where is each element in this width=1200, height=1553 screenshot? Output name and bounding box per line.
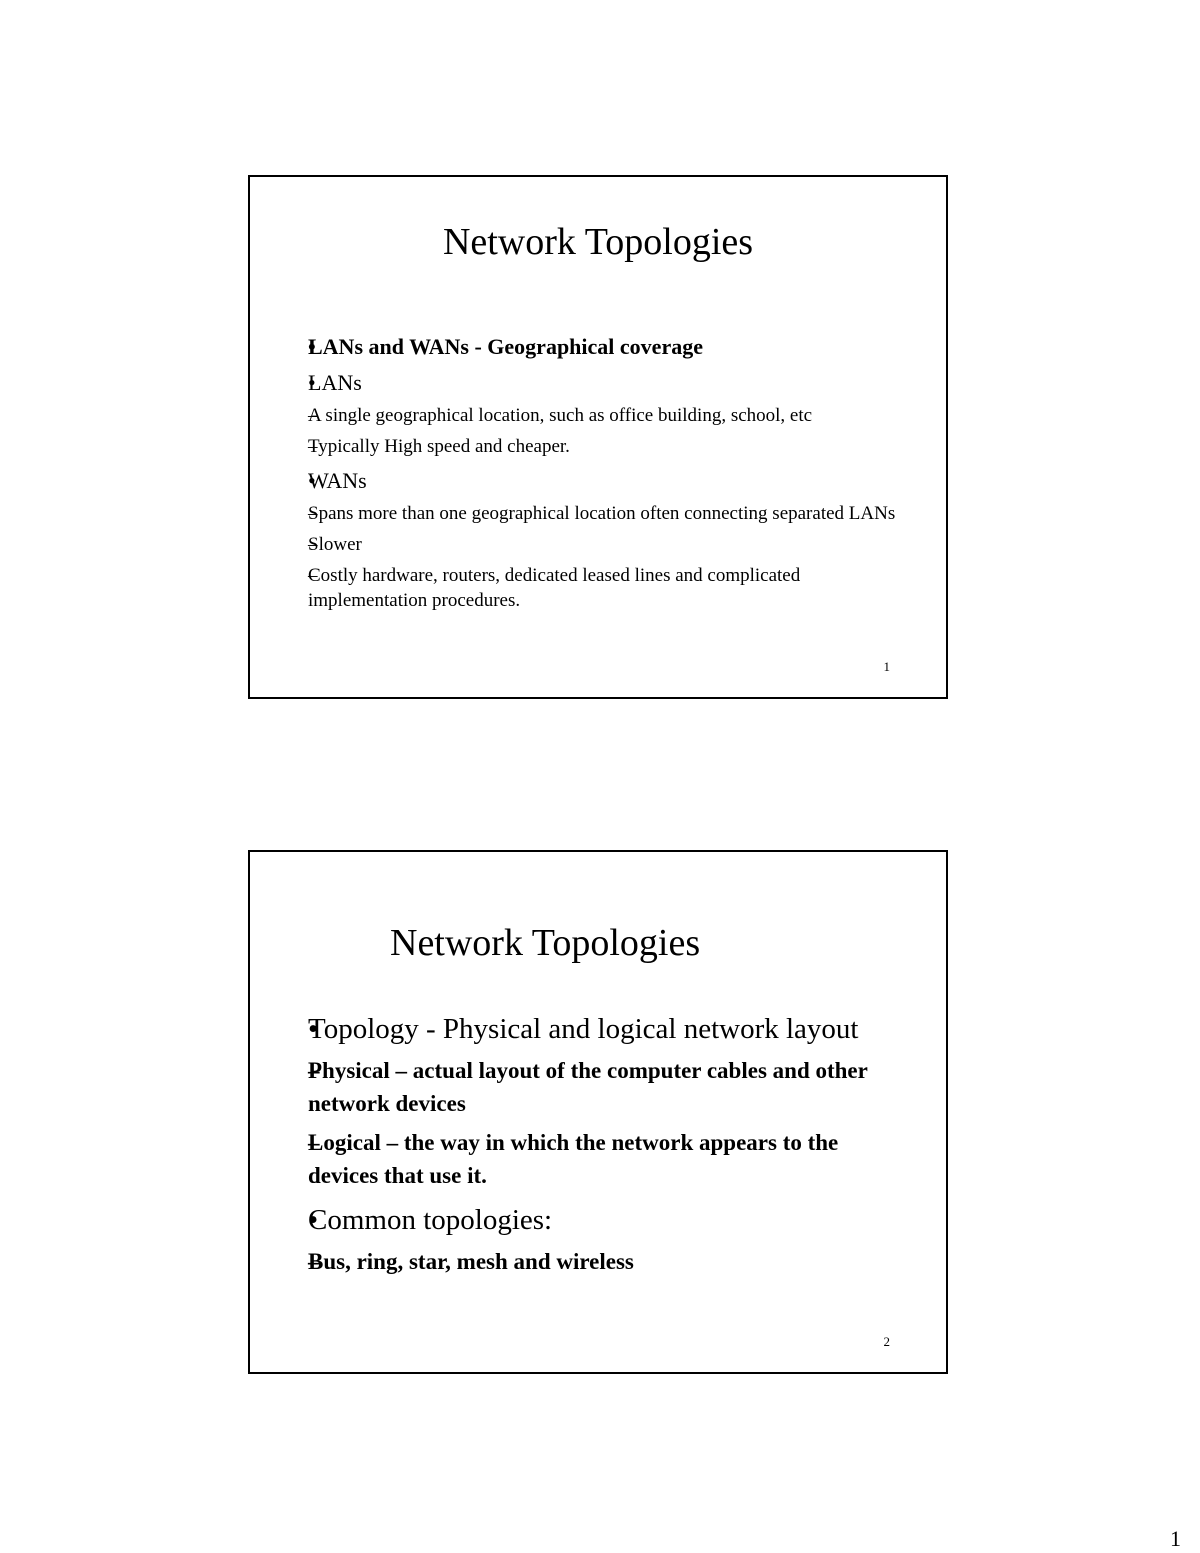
sub-bullet-item: – Typically High speed and cheaper. xyxy=(308,434,908,459)
slide-2 xyxy=(248,850,948,1374)
bullet-item: • LANs xyxy=(308,369,908,397)
bullet-item: • Common topologies: xyxy=(308,1201,908,1239)
slide-number: 2 xyxy=(883,1334,890,1349)
slide-1 xyxy=(248,175,948,699)
sub-bullet-item: – A single geographical location, such as office building, school, etc xyxy=(308,403,908,428)
bullet-item: • LANs and WANs - Geographical coverage xyxy=(308,333,908,361)
sub-bullet-item: – Bus, ring, star, mesh and wireless xyxy=(308,1245,908,1278)
sub-bullet-item: – Logical – the way in which the network appears to the devices that use it. xyxy=(308,1126,908,1192)
sub-bullet-item: – Spans more than one geographical location often connecting separated LANs xyxy=(308,501,908,526)
sub-bullet-item: – Slower xyxy=(308,532,908,557)
slide-title: Network Topologies xyxy=(442,221,754,263)
slide-title: Network Topologies xyxy=(390,922,701,964)
page-number: 1 xyxy=(1170,1526,1181,1551)
bullet-item: • WANs xyxy=(308,467,908,495)
sub-bullet-item: – Costly hardware, routers, dedicated leased lines and complicated implementation procedures. xyxy=(308,563,908,613)
slide-number: 1 xyxy=(883,659,890,674)
bullet-list xyxy=(308,1010,908,1278)
bullet-item: • Topology - Physical and logical network layout xyxy=(308,1010,908,1048)
bullet-list xyxy=(308,333,908,613)
sub-bullet-item: – Physical – actual layout of the computer cables and other network devices xyxy=(308,1054,908,1120)
